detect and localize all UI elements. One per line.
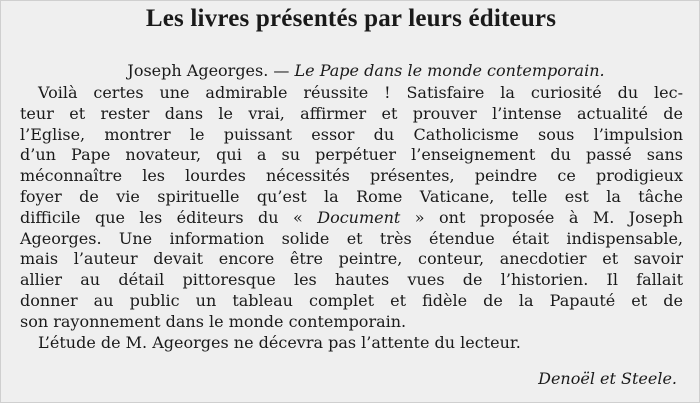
body-line: allier au détail pittoresque les hautes vues de l’historien. Il fallait [20, 270, 683, 290]
body-line [20, 208, 683, 229]
body-line: Ageorges. Une information solide et très étendue était indispensable, [20, 228, 683, 248]
document-title: Document [317, 207, 401, 227]
body-line: méconnaître les lourdes nécessités présentes, peindre ce prodigieux [20, 166, 683, 186]
body-line: mais l’auteur devait encore être peintre, conteur, anecdotier et savoir [20, 249, 683, 269]
body-text: » ont proposée à M. Joseph [414, 207, 684, 227]
body-line: L’étude de M. Ageorges ne décevra pas l’attente du lecteur. [38, 332, 521, 352]
byline-dash: — [273, 61, 290, 80]
book-author: Joseph Ageorges. [127, 61, 269, 80]
body-line: d’un Pape novateur, qui a su perpétuer l’enseignement du passé sans [20, 145, 683, 165]
review-body [20, 83, 683, 353]
body-text: difficile que les éditeurs du « [20, 207, 303, 227]
body-line: son rayonnement dans le monde contemporain. [20, 311, 407, 331]
body-line: donner au public un tableau complet et fidèle de la Papauté et de [20, 290, 683, 310]
body-line: Voilà certes une admirable réussite ! Satisfaire la curiosité du lec- [38, 83, 683, 102]
body-line: teur et rester dans le vrai, affirmer et prouver l’intense actualité de [20, 103, 683, 123]
body-line: l’Eglise, montrer le puissant essor du Catholicisme sous l’impulsion [20, 124, 683, 144]
review-byline [1, 61, 700, 81]
page-headline: Les livres présentés par leurs éditeurs [145, 5, 557, 32]
publisher-signature: Denoël et Steele. [538, 369, 677, 388]
book-title: Le Pape dans le monde contemporain. [294, 61, 605, 80]
body-line: foyer de vie spirituelle qu’est la Rome Vaticane, telle est la tâche [20, 186, 683, 206]
